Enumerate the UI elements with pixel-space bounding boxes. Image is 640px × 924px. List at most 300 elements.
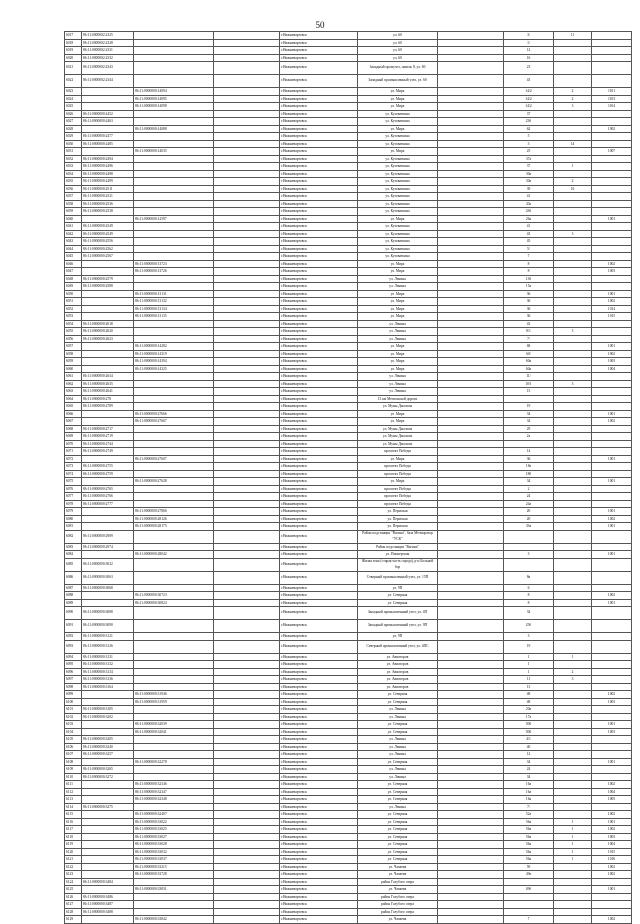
cell-house-number: 3 [504,633,554,640]
cell-house-number: 18б [504,471,554,478]
cell-locality: г.Нижневартовск [280,178,358,185]
cell-locality: г.Нижневартовск [280,766,358,773]
cell-street: ул. Северная [358,796,438,803]
table-row [64,856,632,864]
cell-building-number [554,456,592,463]
cell-empty-cell [438,201,504,208]
cell-building-number [554,156,592,163]
cell-cadastral-number-land [82,216,134,223]
cell-room-number: 1002 [592,516,632,523]
cell-row-number: 6063 [64,388,82,395]
cell-building-number [554,699,592,706]
cell-locality: г.Нижневартовск [280,620,358,632]
cell-street: ул. Пионерская [358,551,438,558]
cell-row-number: 6101 [64,706,82,713]
cell-empty-cell [438,751,504,758]
cell-house-number: 19 [504,641,554,653]
cell-building-number: 3 [554,328,592,335]
cell-house-number: 49а [504,871,554,878]
cell-row-number: 6107 [64,751,82,758]
cell-cadastral-number-land: 86:11:0000000:2496 [82,163,134,170]
table-row [64,141,632,149]
cell-empty-cell [214,388,280,395]
cell-cadastral-number-land: 86:11:0000002:2325 [82,32,134,39]
table-row [64,298,632,306]
cell-house-number: 36 [504,313,554,320]
cell-row-number: 6051 [64,298,82,305]
cell-house-number: 56а [504,841,554,848]
table-row [64,261,632,269]
cell-locality: г.Нижневартовск [280,796,358,803]
cell-building-number: 1 [554,834,592,841]
cell-cadastral-number-land [82,343,134,350]
cell-street: ул. Кузоваткина [358,171,438,178]
cell-house-number: 20 [504,508,554,515]
cell-row-number: 6096 [64,669,82,676]
cell-cadastral-number-object: 86:11:0000000:27666 [134,411,214,418]
cell-empty-cell [438,373,504,380]
cell-empty-cell [214,148,280,155]
cell-row-number: 6029 [64,133,82,140]
cell-cadastral-number-land: 86:11:0000002:2332 [82,55,134,62]
cell-locality: г.Нижневартовск [280,864,358,871]
cell-street: ул. Ленина [358,744,438,751]
cell-building-number [554,148,592,155]
cell-empty-cell [438,781,504,788]
cell-house-number: 43 [504,75,554,87]
cell-row-number: 6117 [64,826,82,833]
cell-room-number [592,654,632,661]
cell-street: ул. Мира [358,351,438,358]
cell-cadastral-number-land: 86:11:0000000:3272 [82,774,134,781]
cell-locality: г.Нижневартовск [280,699,358,706]
cell-building-number [554,600,592,607]
cell-house-number: 34 [504,607,554,619]
cell-empty-cell [214,886,280,893]
cell-house-number: 20а [504,706,554,713]
cell-empty-cell [438,744,504,751]
cell-row-number: 6059 [64,358,82,365]
cell-street: ул. Кузоваткина [358,253,438,260]
cell-room-number: 1002 [592,871,632,878]
cell-building-number [554,661,592,668]
cell-building-number [554,736,592,743]
cell-locality: г.Нижневартовск [280,298,358,305]
cell-building-number [554,706,592,713]
table-row [64,864,632,872]
cell-cadastral-number-object: 86:11:0000000:32041 [134,729,214,736]
cell-empty-cell [214,620,280,632]
cell-row-number: 6034 [64,171,82,178]
cell-row-number: 6045 [64,253,82,260]
cell-cadastral-number-object [134,463,214,470]
cell-room-number [592,641,632,653]
cell-building-number [554,871,592,878]
cell-cadastral-number-object [134,321,214,328]
table-row [64,886,632,894]
page-number: 50 [315,20,325,30]
cell-room-number [592,186,632,193]
cell-locality: г.Нижневартовск [280,32,358,39]
cell-building-number [554,246,592,253]
cell-cadastral-number-land: 86:11:0000000:3164 [82,684,134,691]
cell-locality: г.Нижневартовск [280,433,358,440]
cell-room-number [592,276,632,283]
table-row [64,684,632,692]
cell-empty-cell [438,456,504,463]
cell-empty-cell [214,433,280,440]
cell-house-number [504,894,554,901]
cell-empty-cell [438,894,504,901]
cell-empty-cell [214,186,280,193]
table-row [64,841,632,849]
cell-house-number: 48 [504,691,554,698]
cell-building-number: 3 [554,381,592,388]
cell-room-number [592,751,632,758]
cell-street: ул. Ленина [358,804,438,811]
cell-empty-cell [438,729,504,736]
cell-house-number: 17а [504,714,554,721]
cell-cadastral-number-land: 86:11:0000000:2567 [82,253,134,260]
table-row [64,471,632,479]
cell-building-number: 1 [554,654,592,661]
cell-empty-cell [214,321,280,328]
cell-cadastral-number-land [82,478,134,485]
cell-locality: г.Нижневартовск [280,751,358,758]
cell-locality: г.Нижневартовск [280,291,358,298]
cell-row-number: 6070 [64,441,82,448]
cell-row-number: 6112 [64,789,82,796]
table-row [64,909,632,917]
cell-row-number: 6081 [64,523,82,530]
cell-cadastral-number-land: 86:11:0000000:2777 [82,501,134,508]
table-row [64,403,632,411]
cell-empty-cell [214,751,280,758]
cell-cadastral-number-land: 86:11:0000000:3063 [82,572,134,584]
cell-building-number [554,633,592,640]
cell-row-number: 6110 [64,774,82,781]
cell-building-number [554,40,592,47]
cell-house-number: 8 [504,268,554,275]
cell-room-number: 1002 [592,592,632,599]
cell-house-number: 33в [504,523,554,530]
cell-street: ул. Северная [358,721,438,728]
table-row [64,208,632,216]
table-row [64,103,632,111]
cell-building-number: 1 [554,856,592,863]
cell-building-number [554,523,592,530]
cell-street: ул. Кузоваткина [358,111,438,118]
cell-cadastral-number-land [82,268,134,275]
table-row [64,691,632,699]
cell-row-number: 6098 [64,684,82,691]
cell-cadastral-number-object [134,223,214,230]
cell-house-number: 14/2 [504,103,554,110]
table-row [64,706,632,714]
cell-locality: г.Нижневартовск [280,276,358,283]
cell-cadastral-number-land [82,551,134,558]
cell-building-number [554,133,592,140]
cell-house-number: 43 [504,231,554,238]
cell-street: ул. Мира [358,103,438,110]
cell-building-number [554,759,592,766]
cell-empty-cell [438,426,504,433]
cell-street: ул. Муны Джалиля [358,426,438,433]
cell-street: ул. Пермская [358,508,438,515]
cell-locality: г.Нижневартовск [280,551,358,558]
table-row [64,126,632,134]
registry-table [64,31,632,924]
cell-street: район Голубого озера [358,901,438,908]
table-row [64,456,632,464]
cell-empty-cell [438,796,504,803]
cell-cadastral-number-object: 86:11:0000000:27866 [134,508,214,515]
table-row [64,493,632,501]
table-row [64,351,632,359]
cell-row-number: 6103 [64,721,82,728]
cell-house-number [504,531,554,543]
cell-locality: г.Нижневартовск [280,493,358,500]
cell-row-number: 6062 [64,381,82,388]
cell-house-number: 43а [504,201,554,208]
cell-cadastral-number-land: 86:11:0000002:2328 [82,40,134,47]
table-row [64,894,632,902]
cell-locality: г.Нижневартовск [280,789,358,796]
cell-cadastral-number-object [134,111,214,118]
cell-locality: г.Нижневартовск [280,403,358,410]
cell-locality: г.Нижневартовск [280,654,358,661]
cell-cadastral-number-object [134,231,214,238]
cell-cadastral-number-object: 86:11:0000000:33022 [134,819,214,826]
cell-locality: г.Нижневартовск [280,373,358,380]
cell-building-number [554,373,592,380]
cell-cadastral-number-land: 86:11:0000000:2477 [82,133,134,140]
cell-cadastral-number-land [82,516,134,523]
cell-empty-cell [438,544,504,551]
cell-house-number: 39 [504,186,554,193]
cell-room-number [592,501,632,508]
cell-locality: г.Нижневартовск [280,62,358,74]
cell-room-number [592,607,632,619]
cell-cadastral-number-land [82,351,134,358]
cell-locality: г.Нижневартовск [280,471,358,478]
cell-street: ул. Кузоваткина [358,178,438,185]
cell-cadastral-number-object [134,486,214,493]
cell-building-number [554,572,592,584]
cell-cadastral-number-object [134,276,214,283]
cell-street: ул. 60 [358,47,438,54]
cell-building-number: 1 [554,826,592,833]
cell-empty-cell [438,32,504,39]
cell-building-number [554,766,592,773]
cell-row-number: 6123 [64,871,82,878]
cell-empty-cell [438,111,504,118]
cell-row-number: 6050 [64,291,82,298]
cell-street: ул. Кузоваткина [358,231,438,238]
cell-cadastral-number-object: 86:11:0000000:32348 [134,796,214,803]
cell-row-number: 6066 [64,411,82,418]
cell-cadastral-number-object [134,75,214,87]
cell-row-number: 6108 [64,759,82,766]
cell-empty-cell [438,633,504,640]
table-row [64,231,632,239]
cell-cadastral-number-land: 86:11:0000000:3275 [82,804,134,811]
cell-cadastral-number-land [82,313,134,320]
table-row [64,418,632,426]
cell-empty-cell [214,411,280,418]
cell-cadastral-number-land: 86:11:0000000:2494 [82,156,134,163]
cell-building-number [554,585,592,592]
cell-room-number [592,463,632,470]
table-row [64,544,632,552]
cell-house-number: 8 [504,261,554,268]
cell-empty-cell [438,268,504,275]
cell-locality: г.Нижневартовск [280,208,358,215]
cell-row-number: 6084 [64,551,82,558]
cell-street: ул. Кузоваткина [358,118,438,125]
cell-street: ул. Чапаева [358,886,438,893]
cell-cadastral-number-object: 86:11:0000000:33831 [134,886,214,893]
cell-cadastral-number-object: 86:11:0000000:33027 [134,834,214,841]
cell-room-number: 1003 [592,268,632,275]
cell-room-number: 1015 [592,313,632,320]
cell-empty-cell [214,901,280,908]
cell-empty-cell [214,208,280,215]
cell-house-number: 34 [504,411,554,418]
cell-row-number: 6129 [64,916,82,923]
cell-house-number: 10/1 [504,381,554,388]
cell-cadastral-number-object [134,572,214,584]
cell-cadastral-number-land: 86:11:0000000:2562 [82,246,134,253]
cell-room-number [592,283,632,290]
cell-house-number: 34 [504,774,554,781]
cell-empty-cell [438,661,504,668]
table-row [64,766,632,774]
cell-room-number: 1005 [592,796,632,803]
table-row [64,163,632,171]
table-row [64,411,632,419]
cell-cadastral-number-land [82,88,134,95]
cell-building-number [554,171,592,178]
cell-empty-cell [214,766,280,773]
cell-building-number: 3 [554,103,592,110]
table-row [64,759,632,767]
cell-row-number: 6087 [64,585,82,592]
cell-room-number [592,40,632,47]
cell-cadastral-number-land [82,789,134,796]
cell-empty-cell [214,75,280,87]
table-row [64,789,632,797]
cell-empty-cell [214,231,280,238]
cell-street: ул. Северная [358,849,438,856]
cell-building-number [554,396,592,403]
cell-locality: г.Нижневартовск [280,133,358,140]
cell-cadastral-number-object: 86:11:0000000:14394 [134,358,214,365]
cell-cadastral-number-land [82,291,134,298]
cell-empty-cell [214,607,280,619]
cell-house-number [504,879,554,886]
cell-locality: г.Нижневартовск [280,744,358,751]
cell-house-number: 43 [504,321,554,328]
cell-empty-cell [214,871,280,878]
cell-street: ул. Северная [358,759,438,766]
cell-locality: г.Нижневартовск [280,641,358,653]
cell-room-number [592,62,632,74]
cell-locality: г.Нижневартовск [280,856,358,863]
cell-empty-cell [438,40,504,47]
cell-building-number: 1 [554,163,592,170]
cell-locality: г.Нижневартовск [280,321,358,328]
cell-cadastral-number-object [134,607,214,619]
cell-building-number [554,321,592,328]
cell-room-number [592,156,632,163]
cell-street: ул. Мира [358,411,438,418]
cell-building-number [554,751,592,758]
cell-empty-cell [214,133,280,140]
cell-house-number: 13 [504,684,554,691]
table-row [64,774,632,782]
cell-cadastral-number-land: 86:11:0000000:3486 [82,894,134,901]
cell-cadastral-number-object: 86:11:0000000:12597 [134,216,214,223]
cell-street: ул. Кузоваткина [358,163,438,170]
cell-empty-cell [438,493,504,500]
cell-locality: г.Нижневартовск [280,661,358,668]
cell-building-number [554,118,592,125]
cell-cadastral-number-object: 86:11:0000000:32278 [134,759,214,766]
cell-house-number: 68 [504,343,554,350]
cell-house-number: 3 [504,551,554,558]
cell-locality: г.Нижневартовск [280,463,358,470]
cell-street: ул. Мира [358,216,438,223]
cell-house-number: 48 [504,699,554,706]
cell-cadastral-number-land: 86:11:0000000:2498 [82,171,134,178]
table-row [64,463,632,471]
cell-house-number: 30а [504,178,554,185]
table-row [64,600,632,608]
cell-street: ул. 9П [358,585,438,592]
cell-building-number [554,111,592,118]
table-row [64,373,632,381]
cell-empty-cell [214,478,280,485]
cell-cadastral-number-object [134,684,214,691]
cell-cadastral-number-object [134,246,214,253]
cell-building-number [554,501,592,508]
cell-cadastral-number-land: 86:11:0000000:2789 [82,403,134,410]
cell-empty-cell [214,156,280,163]
cell-house-number: 5/ [504,246,554,253]
cell-cadastral-number-object [134,141,214,148]
table-row [64,396,632,404]
cell-room-number [592,894,632,901]
cell-house-number: 23б [504,118,554,125]
cell-room-number [592,253,632,260]
cell-empty-cell [438,343,504,350]
cell-cadastral-number-land: 86:11:0000000:3487 [82,901,134,908]
cell-locality: г.Нижневартовск [280,111,358,118]
cell-cadastral-number-object [134,373,214,380]
cell-cadastral-number-object [134,633,214,640]
cell-cadastral-number-land: 86:11:0000000:2511 [82,186,134,193]
cell-building-number [554,781,592,788]
cell-cadastral-number-object: 86:11:0000000:13132 [134,298,214,305]
cell-cadastral-number-land: 86:11:0000000:2463 [82,118,134,125]
cell-empty-cell [214,551,280,558]
cell-cadastral-number-land [82,358,134,365]
table-row [64,268,632,276]
cell-building-number [554,441,592,448]
cell-street: ул. Авиаторов [358,661,438,668]
cell-house-number: 24 [504,493,554,500]
